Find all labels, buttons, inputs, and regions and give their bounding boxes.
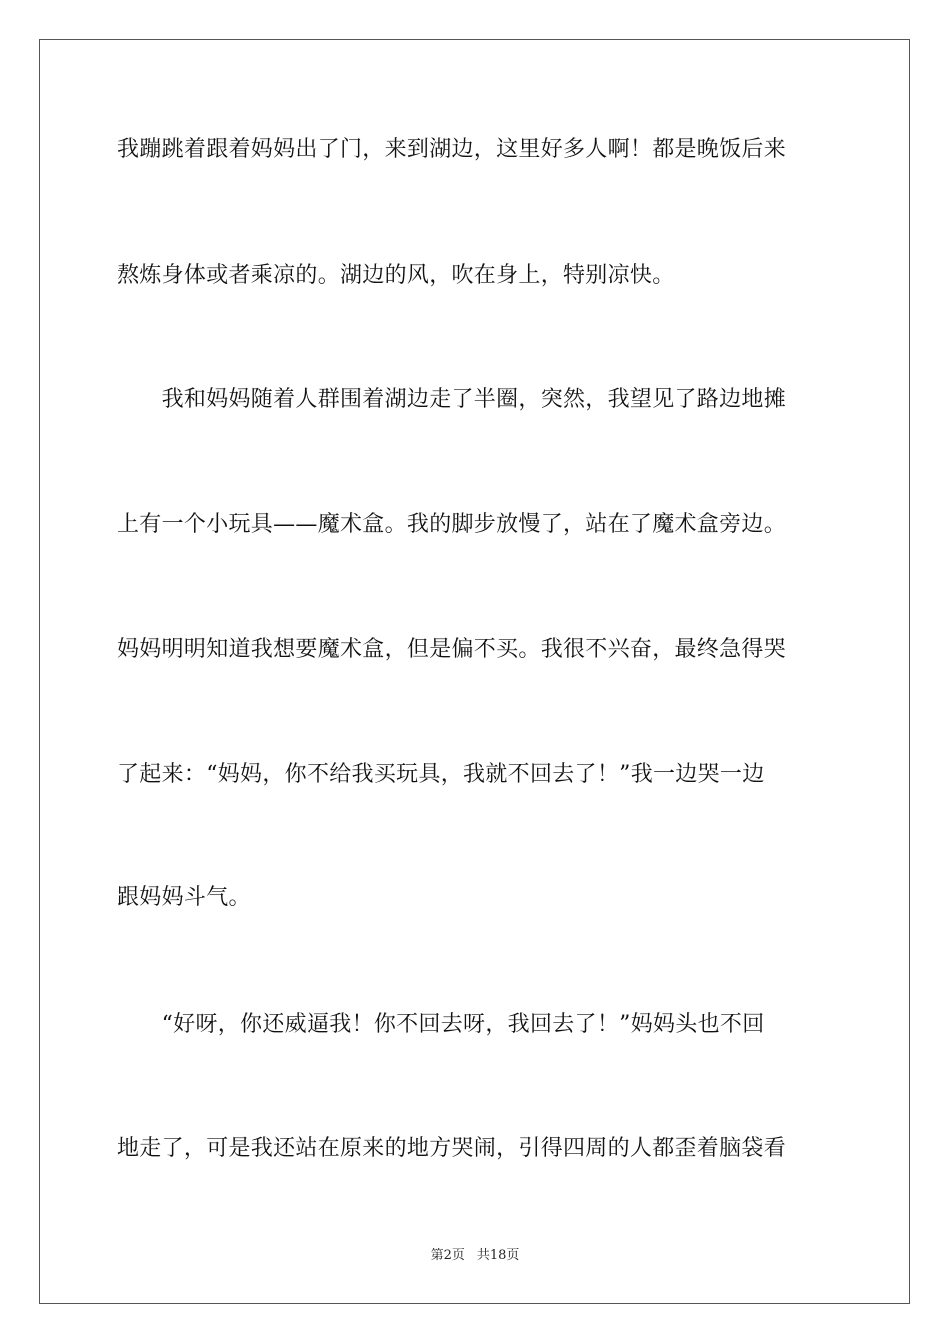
page-border	[39, 39, 910, 1304]
text-line: 我蹦跳着跟着妈妈出了门，来到湖边，这里好多人啊！都是晚饭后来	[117, 137, 787, 162]
page-footer	[0, 1247, 950, 1265]
text-line: 了起来：“妈妈，你不给我买玩具，我就不回去了！”我一边哭一边	[117, 762, 765, 787]
text-line: 熬炼身体或者乘凉的。湖边的风，吹在身上，特别凉快。	[117, 263, 675, 288]
text-line: 地走了，可是我还站在原来的地方哭闹，引得四周的人都歪着脑袋看	[117, 1136, 787, 1161]
text-line: 跟妈妈斗气。	[117, 885, 251, 910]
page-total: 共18页	[476, 1248, 520, 1263]
text-line: 上有一个小玩具——魔术盒。我的脚步放慢了，站在了魔术盒旁边。	[117, 512, 787, 537]
page-number: 第2页	[430, 1248, 465, 1263]
text-line: “好呀，你还威逼我！你不回去呀，我回去了！”妈妈头也不回	[117, 1012, 765, 1037]
text-line: 我和妈妈随着人群围着湖边走了半圈，突然，我望见了路边地摊	[117, 387, 787, 412]
text-line: 妈妈明明知道我想要魔术盒，但是偏不买。我很不兴奋，最终急得哭	[117, 637, 787, 662]
